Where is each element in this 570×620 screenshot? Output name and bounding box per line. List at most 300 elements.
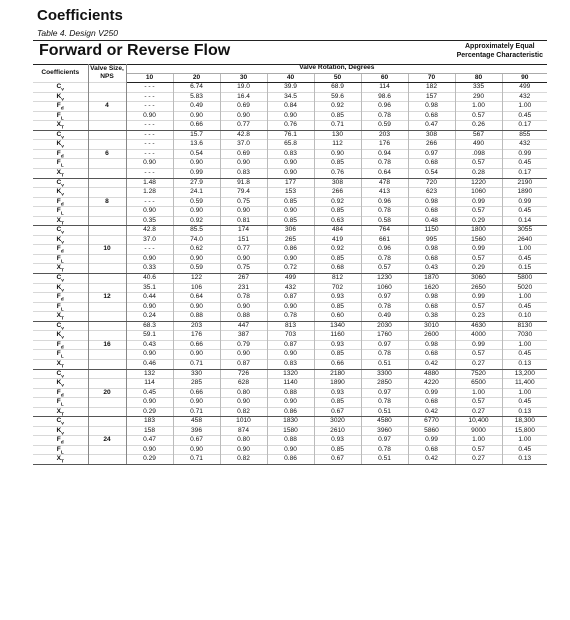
degree-header-cell: 60 [361, 73, 408, 83]
value-cell: 0.13 [502, 407, 547, 417]
value-cell: 0.85 [267, 216, 314, 226]
value-cell: 0.13 [502, 359, 547, 369]
value-cell: 3020 [314, 417, 361, 427]
value-cell: 0.99 [408, 388, 455, 398]
value-cell: 0.93 [314, 436, 361, 446]
value-cell: .098 [455, 149, 502, 159]
value-cell: 40.6 [126, 274, 173, 284]
value-cell: 11,400 [502, 379, 547, 389]
coefficient-subscript: v [61, 87, 64, 93]
value-cell: 855 [502, 130, 547, 140]
value-cell: 2600 [408, 331, 455, 341]
value-cell: 1.00 [502, 245, 547, 255]
valve-size-cell [88, 331, 126, 341]
coefficient-symbol [33, 302, 88, 312]
table-row [33, 111, 547, 121]
coefficient-letter: X [56, 216, 61, 224]
value-cell: 0.92 [314, 245, 361, 255]
table-row [33, 216, 547, 226]
valve-size-cell [88, 178, 126, 188]
valve-size-cell: 20 [88, 388, 126, 398]
value-cell: 1140 [267, 379, 314, 389]
value-cell: 0.90 [173, 398, 220, 408]
table-row [33, 407, 547, 417]
value-cell: 6500 [455, 379, 502, 389]
valve-size-cell [88, 83, 126, 93]
table-row [33, 83, 547, 93]
table-row [33, 445, 547, 455]
value-cell: - - - [126, 169, 173, 179]
value-cell: 0.45 [502, 398, 547, 408]
degree-header-cell: 50 [314, 73, 361, 83]
coefficient-letter: K [56, 188, 62, 196]
value-cell: 74.0 [173, 235, 220, 245]
value-cell: 0.27 [455, 359, 502, 369]
coefficient-subscript: d [60, 392, 64, 398]
table-row [33, 140, 547, 150]
value-cell: 0.90 [220, 254, 267, 264]
table-row [33, 436, 547, 446]
coefficient-symbol [33, 102, 88, 112]
value-cell: 0.96 [361, 245, 408, 255]
value-cell: 0.87 [267, 340, 314, 350]
coefficient-letter: C [56, 226, 62, 234]
value-cell: 59.1 [126, 331, 173, 341]
value-cell: 0.99 [173, 169, 220, 179]
coefficient-subscript: L [60, 450, 64, 455]
value-cell: 0.44 [126, 293, 173, 303]
value-cell: 0.72 [267, 264, 314, 274]
value-cell: 0.66 [314, 359, 361, 369]
value-cell: 15,800 [502, 426, 547, 436]
coefficient-letter: K [56, 331, 62, 339]
value-cell: 0.42 [408, 407, 455, 417]
value-cell: 0.98 [408, 293, 455, 303]
value-cell: 0.23 [455, 312, 502, 322]
value-cell: 24.1 [173, 188, 220, 198]
value-cell: 387 [220, 331, 267, 341]
value-cell: 0.90 [126, 302, 173, 312]
valve-size-cell: 12 [88, 293, 126, 303]
value-cell: 0.54 [173, 149, 220, 159]
coefficient-letter: F [56, 149, 61, 157]
value-cell: 0.66 [173, 388, 220, 398]
coefficient-symbol [33, 197, 88, 207]
value-cell: 0.47 [408, 121, 455, 131]
value-cell: 203 [361, 130, 408, 140]
value-cell: 0.68 [408, 350, 455, 360]
coefficient-letter: F [56, 293, 61, 301]
value-cell: 0.90 [126, 254, 173, 264]
value-cell: 812 [314, 274, 361, 284]
value-cell: 0.68 [408, 302, 455, 312]
coefficient-symbol [33, 207, 88, 217]
value-cell: 1620 [408, 283, 455, 293]
value-cell: 0.90 [267, 398, 314, 408]
coefficient-symbol [33, 455, 88, 465]
table-row [33, 340, 547, 350]
coefficient-symbol [33, 83, 88, 93]
value-cell: 1.00 [502, 388, 547, 398]
value-cell: 0.85 [314, 398, 361, 408]
coefficient-subscript: L [60, 116, 64, 121]
value-cell: 0.54 [408, 169, 455, 179]
value-cell: 0.57 [455, 207, 502, 217]
value-cell: 0.38 [408, 312, 455, 322]
value-cell: 0.86 [267, 455, 314, 465]
valve-size-cell [88, 207, 126, 217]
table-row [33, 130, 547, 140]
value-cell: 176 [173, 331, 220, 341]
value-cell: 91.8 [220, 178, 267, 188]
value-cell: 0.90 [220, 350, 267, 360]
value-cell: 0.83 [267, 359, 314, 369]
value-cell: 0.77 [220, 121, 267, 131]
value-cell: 37.0 [220, 140, 267, 150]
value-cell: 0.97 [361, 340, 408, 350]
table-row [33, 369, 547, 379]
coefficient-symbol [33, 331, 88, 341]
coefficient-symbol [33, 235, 88, 245]
value-cell: 0.43 [408, 264, 455, 274]
coefficient-letter: F [56, 159, 61, 167]
value-cell: 106 [173, 283, 220, 293]
coefficient-letter: C [56, 178, 62, 186]
value-cell: 0.29 [455, 216, 502, 226]
coefficient-symbol [33, 140, 88, 150]
value-cell: 0.51 [361, 407, 408, 417]
degree-header-cell: 30 [220, 73, 267, 83]
valve-size-cell [88, 312, 126, 322]
value-cell: 0.87 [267, 293, 314, 303]
coefficient-letter: X [56, 121, 61, 129]
value-cell: 3300 [361, 369, 408, 379]
valve-size-header-line-2: NPS [100, 73, 114, 81]
value-cell: 0.80 [220, 388, 267, 398]
coefficient-subscript: T [60, 364, 64, 369]
value-cell: 130 [314, 130, 361, 140]
value-cell: 0.90 [220, 207, 267, 217]
value-cell: 0.90 [267, 207, 314, 217]
coefficient-letter: F [56, 207, 61, 215]
coefficient-letter: X [56, 169, 61, 177]
coefficient-symbol [33, 159, 88, 169]
valve-size-cell [88, 445, 126, 455]
coefficient-subscript: v [61, 278, 64, 284]
value-cell: 13,200 [502, 369, 547, 379]
value-cell: 1060 [455, 188, 502, 198]
value-cell: 0.93 [314, 293, 361, 303]
value-cell: 2650 [455, 283, 502, 293]
value-cell: 1060 [361, 283, 408, 293]
value-cell: 0.78 [361, 398, 408, 408]
value-cell: 419 [314, 235, 361, 245]
value-cell: 0.68 [408, 445, 455, 455]
coefficient-letter: F [56, 350, 61, 358]
value-cell: 0.98 [408, 245, 455, 255]
value-cell: 1.00 [502, 340, 547, 350]
coefficient-letter: C [56, 321, 62, 329]
value-cell: 0.90 [220, 111, 267, 121]
value-cell: 484 [314, 226, 361, 236]
value-cell: 2850 [361, 379, 408, 389]
valve-size-cell: 8 [88, 197, 126, 207]
value-cell: 65.8 [267, 140, 314, 150]
coefficient-symbol [33, 92, 88, 102]
valve-size-cell [88, 216, 126, 226]
value-cell: 182 [408, 83, 455, 93]
coefficient-symbol [33, 436, 88, 446]
valve-size-cell [88, 350, 126, 360]
value-cell: 0.88 [267, 388, 314, 398]
valve-size-cell [88, 359, 126, 369]
value-cell: 0.45 [502, 350, 547, 360]
value-cell: 0.45 [126, 388, 173, 398]
table-row [33, 254, 547, 264]
value-cell: 5800 [502, 274, 547, 284]
coefficient-symbol [33, 245, 88, 255]
table-row [33, 283, 547, 293]
value-cell: 0.90 [267, 445, 314, 455]
value-cell: 0.99 [455, 293, 502, 303]
coefficients-column-header: Coefficients [33, 64, 88, 83]
table-row [33, 92, 547, 102]
value-cell: 8130 [502, 321, 547, 331]
table-row [33, 417, 547, 427]
value-cell: 0.90 [267, 254, 314, 264]
value-cell: 0.90 [173, 111, 220, 121]
coefficients-table [33, 64, 547, 465]
value-cell: 0.57 [455, 445, 502, 455]
section-heading: Coefficients [37, 7, 123, 24]
value-cell: 7520 [455, 369, 502, 379]
value-cell: 19.0 [220, 83, 267, 93]
table-row [33, 264, 547, 274]
coefficient-symbol [33, 121, 88, 131]
coefficient-letter: K [56, 235, 62, 243]
coefficient-symbol [33, 312, 88, 322]
value-cell: 0.10 [502, 312, 547, 322]
value-cell: 0.78 [361, 445, 408, 455]
rotation-group-header: Valve Rotation, Degrees [126, 64, 547, 73]
value-cell: 0.97 [361, 436, 408, 446]
table-row [33, 235, 547, 245]
value-cell: 0.84 [267, 102, 314, 112]
valve-size-cell [88, 264, 126, 274]
table-row [33, 178, 547, 188]
valve-size-cell [88, 455, 126, 465]
value-cell: 0.51 [361, 455, 408, 465]
value-cell: 1.00 [502, 293, 547, 303]
valve-size-cell: 16 [88, 340, 126, 350]
table-row [33, 293, 547, 303]
coefficient-subscript: L [60, 163, 64, 169]
value-cell: 458 [173, 417, 220, 427]
value-cell: 0.90 [173, 207, 220, 217]
value-cell: 0.71 [173, 407, 220, 417]
value-cell: 308 [314, 178, 361, 188]
value-cell: 1.00 [502, 436, 547, 446]
degree-header-cell: 10 [126, 73, 173, 83]
coefficient-letter: C [56, 274, 62, 282]
value-cell: 1220 [455, 178, 502, 188]
value-cell: 0.90 [267, 159, 314, 169]
value-cell: 0.67 [314, 407, 361, 417]
value-cell: 0.78 [361, 254, 408, 264]
coefficient-letter: C [56, 130, 62, 138]
valve-size-cell [88, 302, 126, 312]
value-cell: - - - [126, 92, 173, 102]
valve-size-cell [88, 426, 126, 436]
value-cell: 0.75 [220, 264, 267, 274]
table-row [33, 302, 547, 312]
coefficient-symbol [33, 274, 88, 284]
value-cell: 35.1 [126, 283, 173, 293]
valve-size-cell [88, 369, 126, 379]
coefficient-subscript: d [60, 297, 64, 303]
characteristic-line-2: Percentage Characteristic [456, 51, 543, 59]
value-cell: 0.85 [314, 111, 361, 121]
table-row [33, 274, 547, 284]
value-cell: 0.90 [220, 398, 267, 408]
value-cell: 112 [314, 140, 361, 150]
valve-size-cell [88, 140, 126, 150]
value-cell: 0.49 [361, 312, 408, 322]
value-cell: 702 [314, 283, 361, 293]
value-cell: 0.96 [361, 197, 408, 207]
coefficient-symbol [33, 293, 88, 303]
valve-size-header-line-1: Valve Size, [90, 64, 124, 72]
coefficient-letter: X [56, 407, 61, 415]
coefficient-subscript: v [61, 326, 64, 331]
coefficient-subscript: d [60, 249, 64, 255]
value-cell: 0.69 [220, 149, 267, 159]
value-cell: 0.71 [173, 455, 220, 465]
value-cell: 1010 [220, 417, 267, 427]
value-cell: 42.8 [126, 226, 173, 236]
value-cell: 0.90 [173, 445, 220, 455]
value-cell: 3010 [408, 321, 455, 331]
coefficient-letter: F [56, 197, 61, 205]
value-cell: 0.78 [267, 312, 314, 322]
coefficient-letter: K [56, 379, 62, 387]
value-cell: 0.42 [408, 359, 455, 369]
value-cell: 995 [408, 235, 455, 245]
value-cell: 5020 [502, 283, 547, 293]
table-row [33, 102, 547, 112]
value-cell: 0.98 [408, 197, 455, 207]
coefficient-subscript: T [60, 316, 64, 322]
value-cell: 0.90 [126, 350, 173, 360]
value-cell: 0.57 [455, 111, 502, 121]
table-row [33, 188, 547, 198]
value-cell: 37.0 [126, 235, 173, 245]
value-cell: 27.9 [173, 178, 220, 188]
coefficient-subscript: v [61, 96, 64, 102]
coefficient-symbol [33, 445, 88, 455]
value-cell: 0.93 [314, 388, 361, 398]
value-cell: 0.68 [408, 254, 455, 264]
coefficient-subscript: v [61, 240, 64, 245]
value-cell: 1.00 [455, 102, 502, 112]
coefficient-subscript: L [60, 354, 64, 360]
value-cell: 157 [408, 92, 455, 102]
value-cell: 0.86 [267, 407, 314, 417]
value-cell: 432 [502, 92, 547, 102]
coefficient-subscript: d [60, 154, 64, 159]
coefficient-symbol [33, 178, 88, 188]
coefficient-subscript: d [60, 440, 64, 446]
valve-size-cell [88, 92, 126, 102]
value-cell: 0.17 [502, 169, 547, 179]
valve-size-cell [88, 417, 126, 427]
coefficient-symbol [33, 369, 88, 379]
value-cell: 0.57 [455, 398, 502, 408]
value-cell: 4880 [408, 369, 455, 379]
value-cell: 432 [502, 140, 547, 150]
value-cell: 68.9 [314, 83, 361, 93]
value-cell: 1870 [408, 274, 455, 284]
value-cell: 0.81 [220, 216, 267, 226]
value-cell: 9000 [455, 426, 502, 436]
value-cell: 34.5 [267, 92, 314, 102]
value-cell: 183 [126, 417, 173, 427]
value-cell: 151 [220, 235, 267, 245]
value-cell: 0.57 [455, 350, 502, 360]
value-cell: 2190 [502, 178, 547, 188]
value-cell: 0.47 [126, 436, 173, 446]
coefficient-symbol [33, 149, 88, 159]
valve-size-cell [88, 379, 126, 389]
value-cell: 1.00 [455, 388, 502, 398]
value-cell: 306 [267, 226, 314, 236]
value-cell: 0.77 [220, 245, 267, 255]
coefficient-symbol [33, 340, 88, 350]
value-cell: 0.29 [126, 455, 173, 465]
value-cell: 0.90 [126, 398, 173, 408]
value-cell: 2610 [314, 426, 361, 436]
value-cell: 490 [455, 140, 502, 150]
valve-size-cell: 24 [88, 436, 126, 446]
coefficient-letter: F [56, 254, 61, 262]
table-row [33, 455, 547, 465]
coefficient-symbol [33, 283, 88, 293]
value-cell: 0.76 [314, 169, 361, 179]
coefficient-subscript: L [60, 402, 64, 408]
coefficient-letter: C [56, 83, 62, 91]
coefficient-subscript: T [60, 268, 64, 274]
value-cell: 1.48 [126, 178, 173, 188]
coefficient-symbol [33, 111, 88, 121]
coefficient-subscript: T [60, 459, 64, 465]
value-cell: 98.6 [361, 92, 408, 102]
value-cell: - - - [126, 197, 173, 207]
value-cell: 0.99 [502, 197, 547, 207]
value-cell: 3055 [502, 226, 547, 236]
value-cell: 432 [267, 283, 314, 293]
coefficient-letter: X [56, 312, 61, 320]
value-cell: 813 [267, 321, 314, 331]
value-cell: 0.88 [267, 436, 314, 446]
coefficient-symbol [33, 426, 88, 436]
value-cell: 0.46 [126, 359, 173, 369]
value-cell: 396 [173, 426, 220, 436]
table-row [33, 321, 547, 331]
value-cell: 1.28 [126, 188, 173, 198]
value-cell: 0.71 [173, 359, 220, 369]
value-cell: 703 [267, 331, 314, 341]
value-cell: 0.90 [126, 207, 173, 217]
